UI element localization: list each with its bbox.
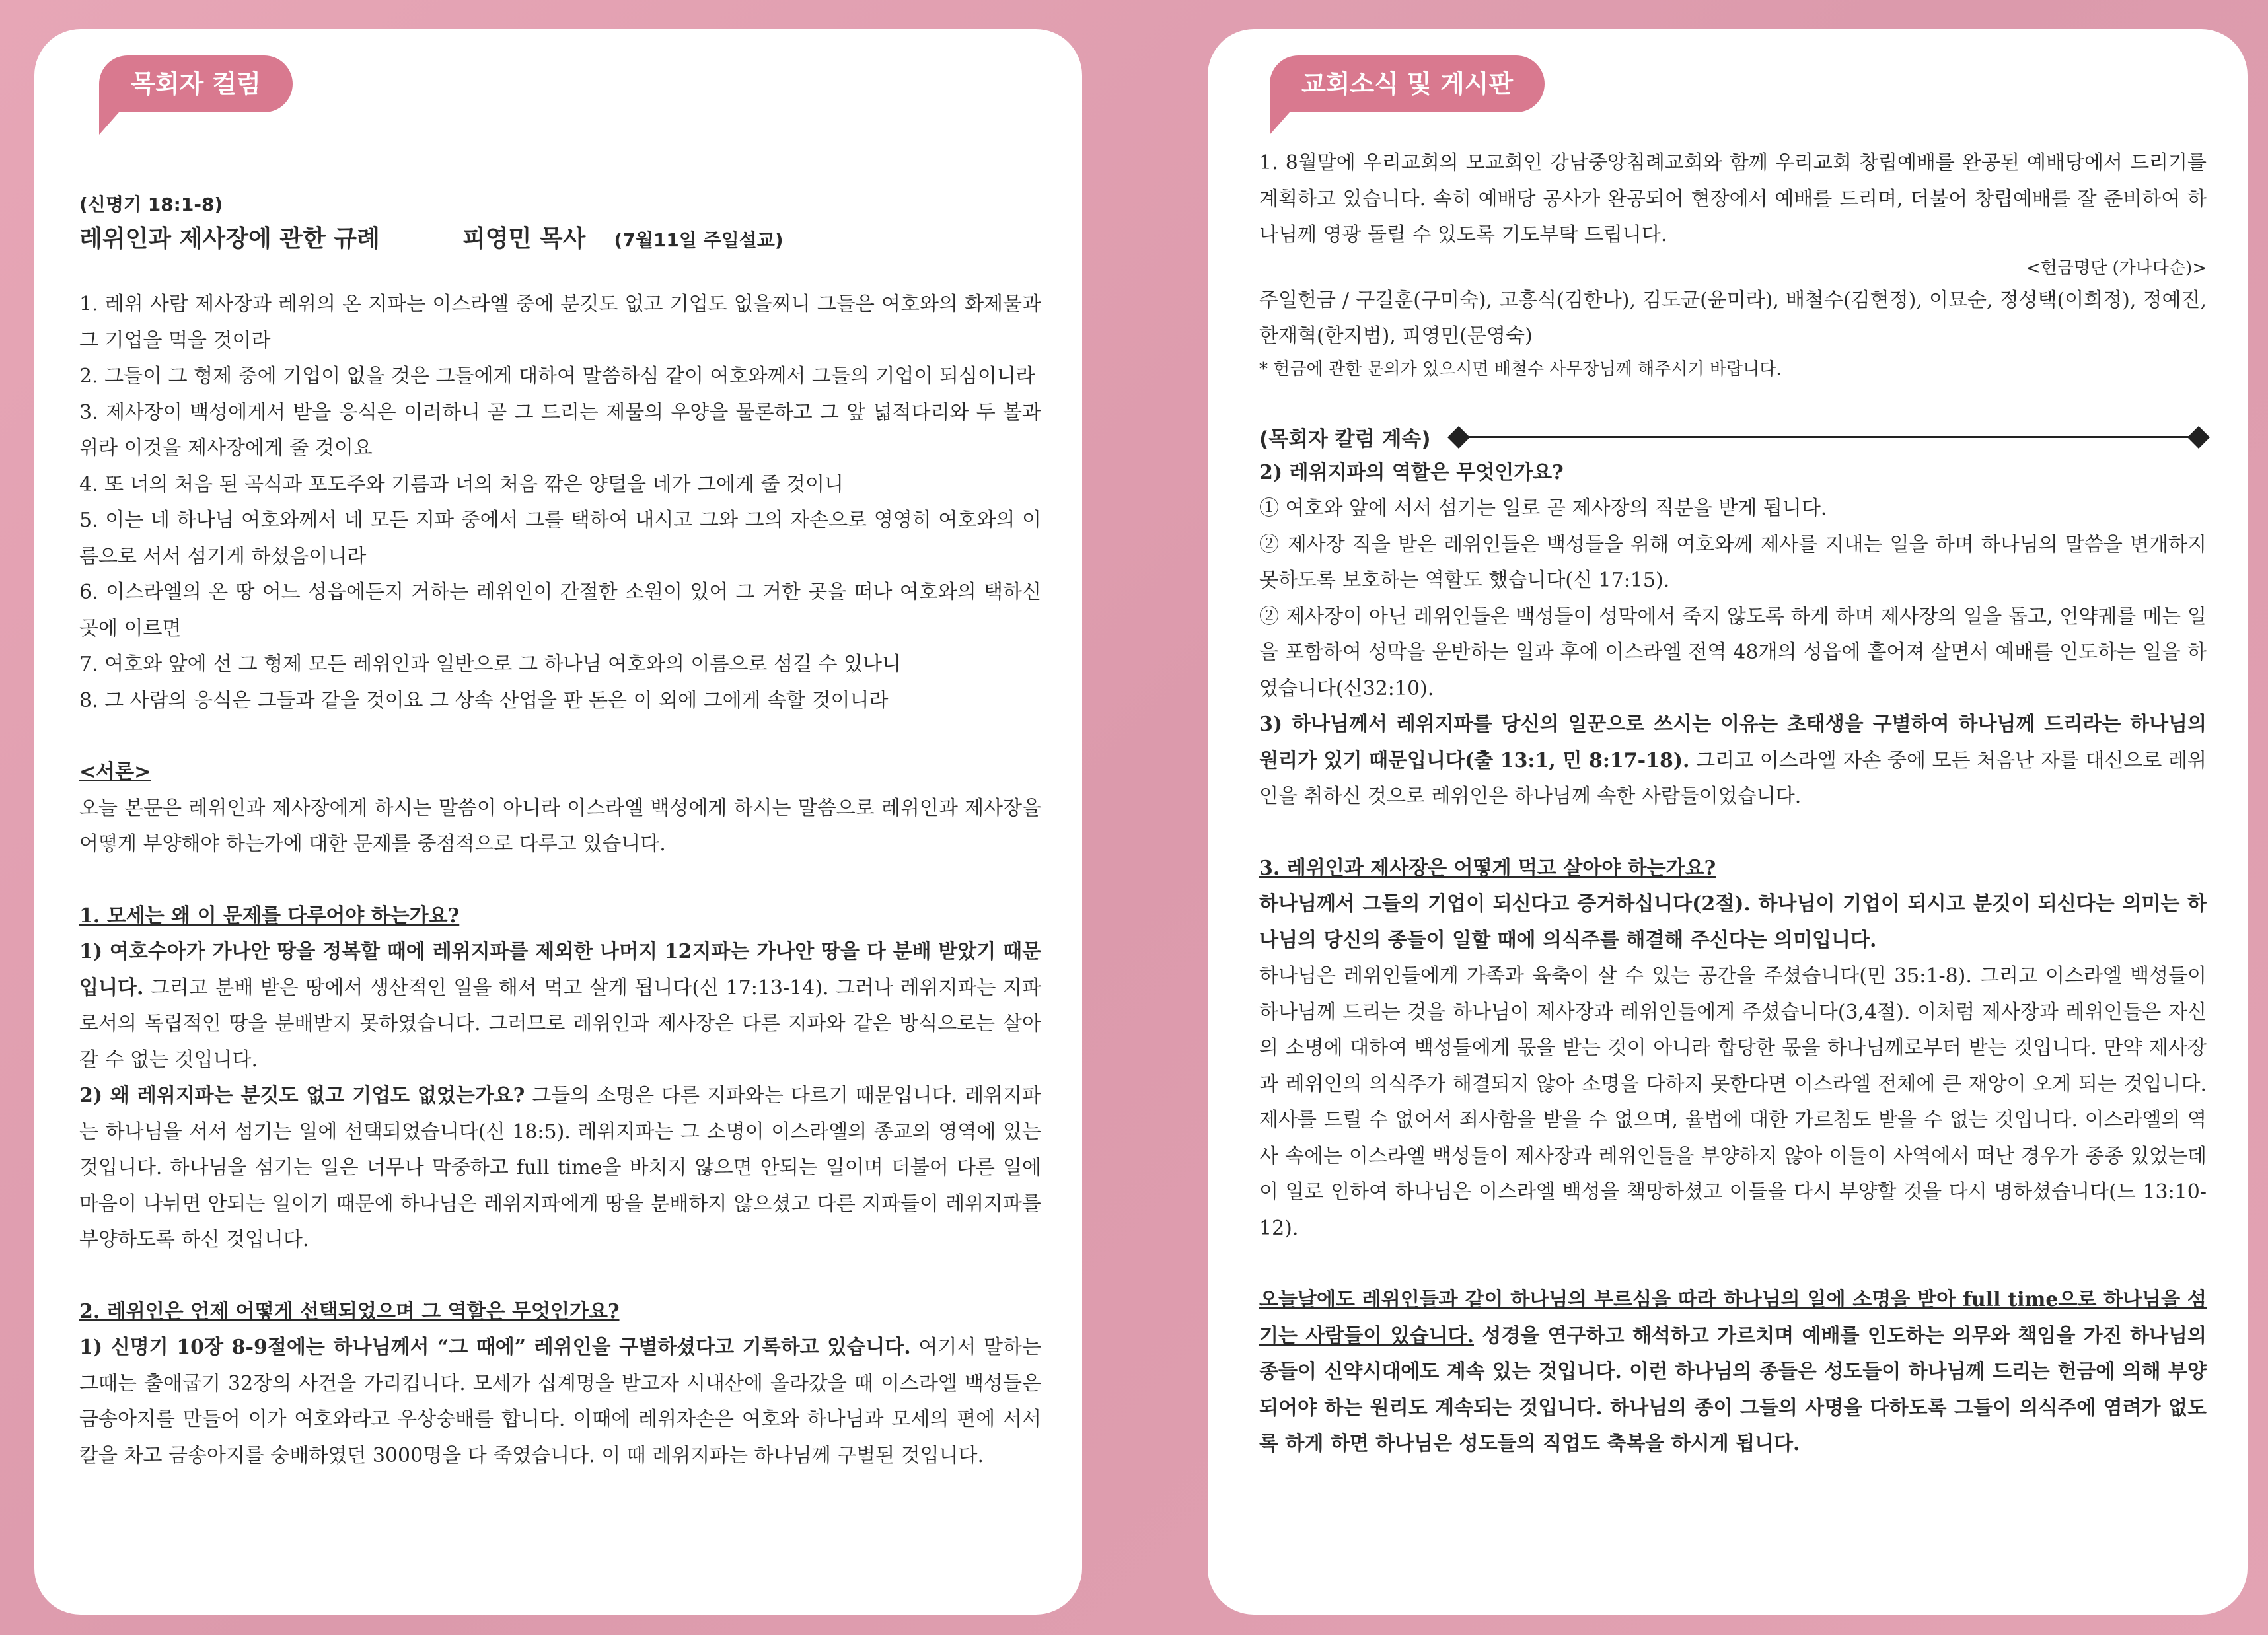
section-1-heading: 1. 모세는 왜 이 문제를 다루어야 하는가요? [79, 904, 460, 927]
diamond-icon [2187, 426, 2210, 449]
verse-2: 2. 그들이 그 형제 중에 기업이 없을 것은 그들에게 대하여 말씀하심 같이 여호와께서 그들의 기업이 되심이니라 [79, 365, 1035, 388]
left-page [34, 29, 1082, 1615]
right-content [1259, 145, 2207, 1463]
section-1-paragraph-2 [79, 1078, 1041, 1258]
final-underlined: 오늘날에도 레위인들과 같이 하나님의 부르심을 따라 하나님의 일에 소명을 받아 full time으로 하나님을 섬기는 사람들이 있습니다. [1259, 1288, 2207, 1348]
donor-list: 주일헌금 / 구길훈(구미숙), 고흥식(김한나), 김도균(윤미라), 배철수(김현정), 이묘순, 정성택(이희정), 정예진, 한재혁(한지범), 피영민(문영숙) [1259, 288, 2207, 347]
column-continued-label: (목회자 칼럼 계속) [1259, 427, 1431, 451]
sermon-author: 피영민 목사 [462, 225, 586, 252]
verse-3: 3. 제사장이 백성에게서 받을 응식은 이러하니 곧 그 드리는 제물의 우양을 물론하고 그 앞 넓적다리와 두 볼과 위라 이것을 제사장에게 줄 것이요 [79, 400, 1041, 460]
sermon-title: 레위인과 제사장에 관한 규례 [79, 225, 380, 252]
q2-item-1: ① 여호와 앞에 서서 섬기는 일로 곧 제사장의 직분을 받게 됩니다. [1259, 497, 1827, 520]
left-content [79, 190, 1041, 1474]
q2-heading: 2) 레위지파의 역할은 무엇인가요? [1259, 460, 1564, 484]
section-1-p1-bold: 1) 여호수아가 가나안 땅을 정복할 때에 레위지파를 제외한 나머지 12지파는 가나안 땅을 다 분배 받았기 때문입니다. [79, 940, 1041, 999]
donor-list-heading: <헌금명단 (가나다순)> [2026, 258, 2207, 278]
scripture-reference: (신명기 18:1-8) [79, 194, 223, 215]
section-3-text: 하나님은 레위인들에게 가족과 육축이 살 수 있는 공간을 주셨습니다(민 35:1-8). 그리고 이스라엘 백성들이 하나님께 드리는 것을 하나님이 제사장과 레위인들에게 주셨습니다(3,4절). 이처럼 제사장과 레위인들은 자신의 소명에 대하여 백성들에게 몫을 받는 것이 아니라 합당한 몫을 하나님께로부터 받는 것입니다. 만약 제사장과 레위인의 의식주가 해결되지 않아 소명을 다하지 못한다면 이스라엘 전체에 큰 재앙이 오게 되는 것입니다. 제사를 드릴 수 없어서 죄사함을 받을 수 없으며, 율법에 대한 가르침도 받을 수 없는 것입니다. 이스라엘의 역사 속에는 이스라엘 백성들이 제사장과 레위인들을 부양하지 않아 이들이 사역에서 떠난 경우가 종종 있었는데 이 일로 인하여 하나님은 이스라엘 백성을 책망하셨고 이들을 다시 부양할 것을 다시 명하셨습니다(느 13:10-12). [1259, 964, 2207, 1240]
verse-7: 7. 여호와 앞에 선 그 형제 모든 레위인과 일반으로 그 하나님 여호와의 이름으로 섬길 수 있나니 [79, 653, 901, 676]
section-1-p2-text: 그들의 소명은 다른 지파와는 다르기 때문입니다. 레위지파는 하나님을 서서 섬기는 일에 선택되었습니다(신 18:5). 레위지파는 그 소명이 이스라엘의 종교의 영역에 있는 것입니다. 하나님을 섬기는 일은 너무나 막중하고 full time을 바치지 않으면 안되는 일이며 더불어 다른 일에 마음이 나뉘면 안되는 일이기 때문에 하나님은 레위지파에게 땅을 분배하지 않으셨고 다른 지파들이 레위지파를 부양하도록 하신 것입니다. [79, 1084, 1041, 1251]
column-continued-divider [1259, 419, 2207, 455]
donor-note: * 헌금에 관한 문의가 있으시면 배철수 사무장님께 해주시기 바랍니다. [1259, 359, 1782, 379]
q3-text: 그리고 이스라엘 자손 중에 모든 처음난 자를 대신으로 레위인을 취하신 것으로 레위인은 하나님께 속한 사람들이었습니다. [1259, 748, 2207, 808]
pastor-column-tab: 목회자 컬럼 [99, 55, 293, 112]
section-1-p1-text: 그리고 분배 받은 땅에서 생산적인 일을 해서 먹고 살게 됩니다(신 17:13-14). 그러나 레위지파는 지파로서의 독립적인 땅을 분배받지 못하였습니다. 그러므로 레위인과 제사장은 다른 지파와 같은 방식으로는 살아갈 수 없는 것입니다. [79, 976, 1041, 1072]
verse-8: 8. 그 사람의 응식은 그들과 같을 것이요 그 상속 산업을 판 돈은 이 외에 그에게 속할 것이니라 [79, 688, 889, 712]
section-3-bold: 하나님께서 그들의 기업이 되신다고 증거하십니다(2절). 하나님이 기업이 되시고 분깃이 되신다는 의미는 하나님의 당신의 종들이 일할 때에 의식주를 해결해 주신다는 의미입니다. [1259, 892, 2207, 952]
sermon-title-row [79, 219, 1041, 260]
diamond-icon [1447, 426, 1470, 449]
sermon-date: (7월11일 주일설교) [614, 229, 784, 251]
q2-item-3: ② 제사장이 아닌 레위인들은 백성들이 성막에서 죽지 않도록 하게 하며 제사장의 일을 돕고, 언약궤를 메는 일을 포함하여 성막을 운반하는 일과 후에 이스라엘 전역 48개의 성읍에 흩어져 살면서 예배를 인도하는 일을 하였습니다(신32:10). [1259, 604, 2207, 700]
q3-bold: 3) 하나님께서 레위지파를 당신의 일꾼으로 쓰시는 이유는 초태생을 구별하여 하나님께 드리라는 하나님의 원리가 있기 때문입니다(출 13:1, 민 8:17-18). [1259, 713, 2207, 772]
section-1-p2-bold: 2) 왜 레위지파는 분깃도 없고 기업도 없었는가요? [79, 1084, 525, 1107]
verse-1: 1. 레위 사람 제사장과 레위의 온 지파는 이스라엘 중에 분깃도 없고 기업도 없을찌니 그들은 여호와의 화제물과 그 기업을 먹을 것이라 [79, 293, 1041, 352]
notice-1: 1. 8월말에 우리교회의 모교회인 강남중앙침례교회와 함께 우리교회 창립예배를 완공된 예배당에서 드리기를 계획하고 있습니다. 속히 예배당 공사가 완공되어 현장에서 예배를 드리며, 더불어 창립예배를 잘 준비하여 하나님께 영광 돌릴 수 있도록 기도부탁 드립니다. [1259, 151, 2207, 246]
section-2-heading: 2. 레위인은 언제 어떻게 선택되었으며 그 역할은 무엇인가요? [79, 1299, 620, 1323]
church-news-tab: 교회소식 및 게시판 [1270, 55, 1545, 112]
q2-item-2: ② 제사장 직을 받은 레위인들은 백성들을 위해 여호와께 제사를 지내는 일을 하며 하나님의 말씀을 변개하지 못하도록 보호하는 역할도 했습니다(신 17:15). [1259, 532, 2207, 592]
intro-text: 오늘 본문은 레위인과 제사장에게 하시는 말씀이 아니라 이스라엘 백성에게 하시는 말씀으로 레위인과 제사장을 어떻게 부양해야 하는가에 대한 문제를 중점적으로 다루고 있습니다. [79, 796, 1041, 855]
section-2-paragraph-1 [79, 1330, 1041, 1474]
q3-paragraph [1259, 707, 2207, 815]
section-2-p1-bold: 1) 신명기 10장 8-9절에는 하나님께서 “그 때에” 레위인을 구별하셨다고 기록하고 있습니다. [79, 1336, 911, 1359]
verse-6: 6. 이스라엘의 온 땅 어느 성읍에든지 거하는 레위인이 간절한 소원이 있어 그 거한 곳을 떠나 여호와의 택하신 곳에 이르면 [79, 581, 1041, 640]
right-page [1208, 29, 2248, 1615]
final-text: 성경을 연구하고 해석하고 가르치며 예배를 인도하는 의무와 책임을 가진 하나님의 종들이 신약시대에도 계속 있는 것입니다. 이런 하나님의 종들은 성도들이 하나님께 드리는 헌금에 의해 부양되어야 하는 원리도 계속되는 것입니다. 하나님의 종이 그들의 사명을 다하도록 그들이 의식주에 염려가 없도록 하게 하면 하나님은 성도들의 직업도 축복을 하시게 됩니다. [1259, 1324, 2207, 1455]
section-2-p1-text: 여기서 말하는 그때는 출애굽기 32장의 사건을 가리킵니다. 모세가 십계명을 받고자 시내산에 올라갔을 때 이스라엘 백성들은 금송아지를 만들어 이가 여호와라고 우상숭배를 합니다. 이때에 레위자손은 여호와 하나님과 모세의 편에 서서 칼을 차고 금송아지를 숭배하였던 3000명을 다 죽였습니다. 이 때 레위지파는 하나님께 구별된 것입니다. [79, 1336, 1041, 1467]
verse-5: 5. 이는 네 하나님 여호와께서 네 모든 지파 중에서 그를 택하여 내시고 그와 그의 자손으로 영영히 여호와의 이름으로 서서 섬기게 하셨음이니라 [79, 509, 1041, 568]
final-paragraph [1259, 1282, 2207, 1463]
verse-4: 4. 또 너의 처음 된 곡식과 포도주와 기름과 너의 처음 깎은 양털을 네가 그에게 줄 것이니 [79, 472, 844, 496]
section-1-paragraph-1 [79, 934, 1041, 1078]
section-3-heading: 3. 레위인과 제사장은 어떻게 먹고 살아야 하는가요? [1259, 856, 1716, 880]
divider-line [1467, 436, 2191, 438]
intro-heading: <서론> [79, 760, 151, 783]
